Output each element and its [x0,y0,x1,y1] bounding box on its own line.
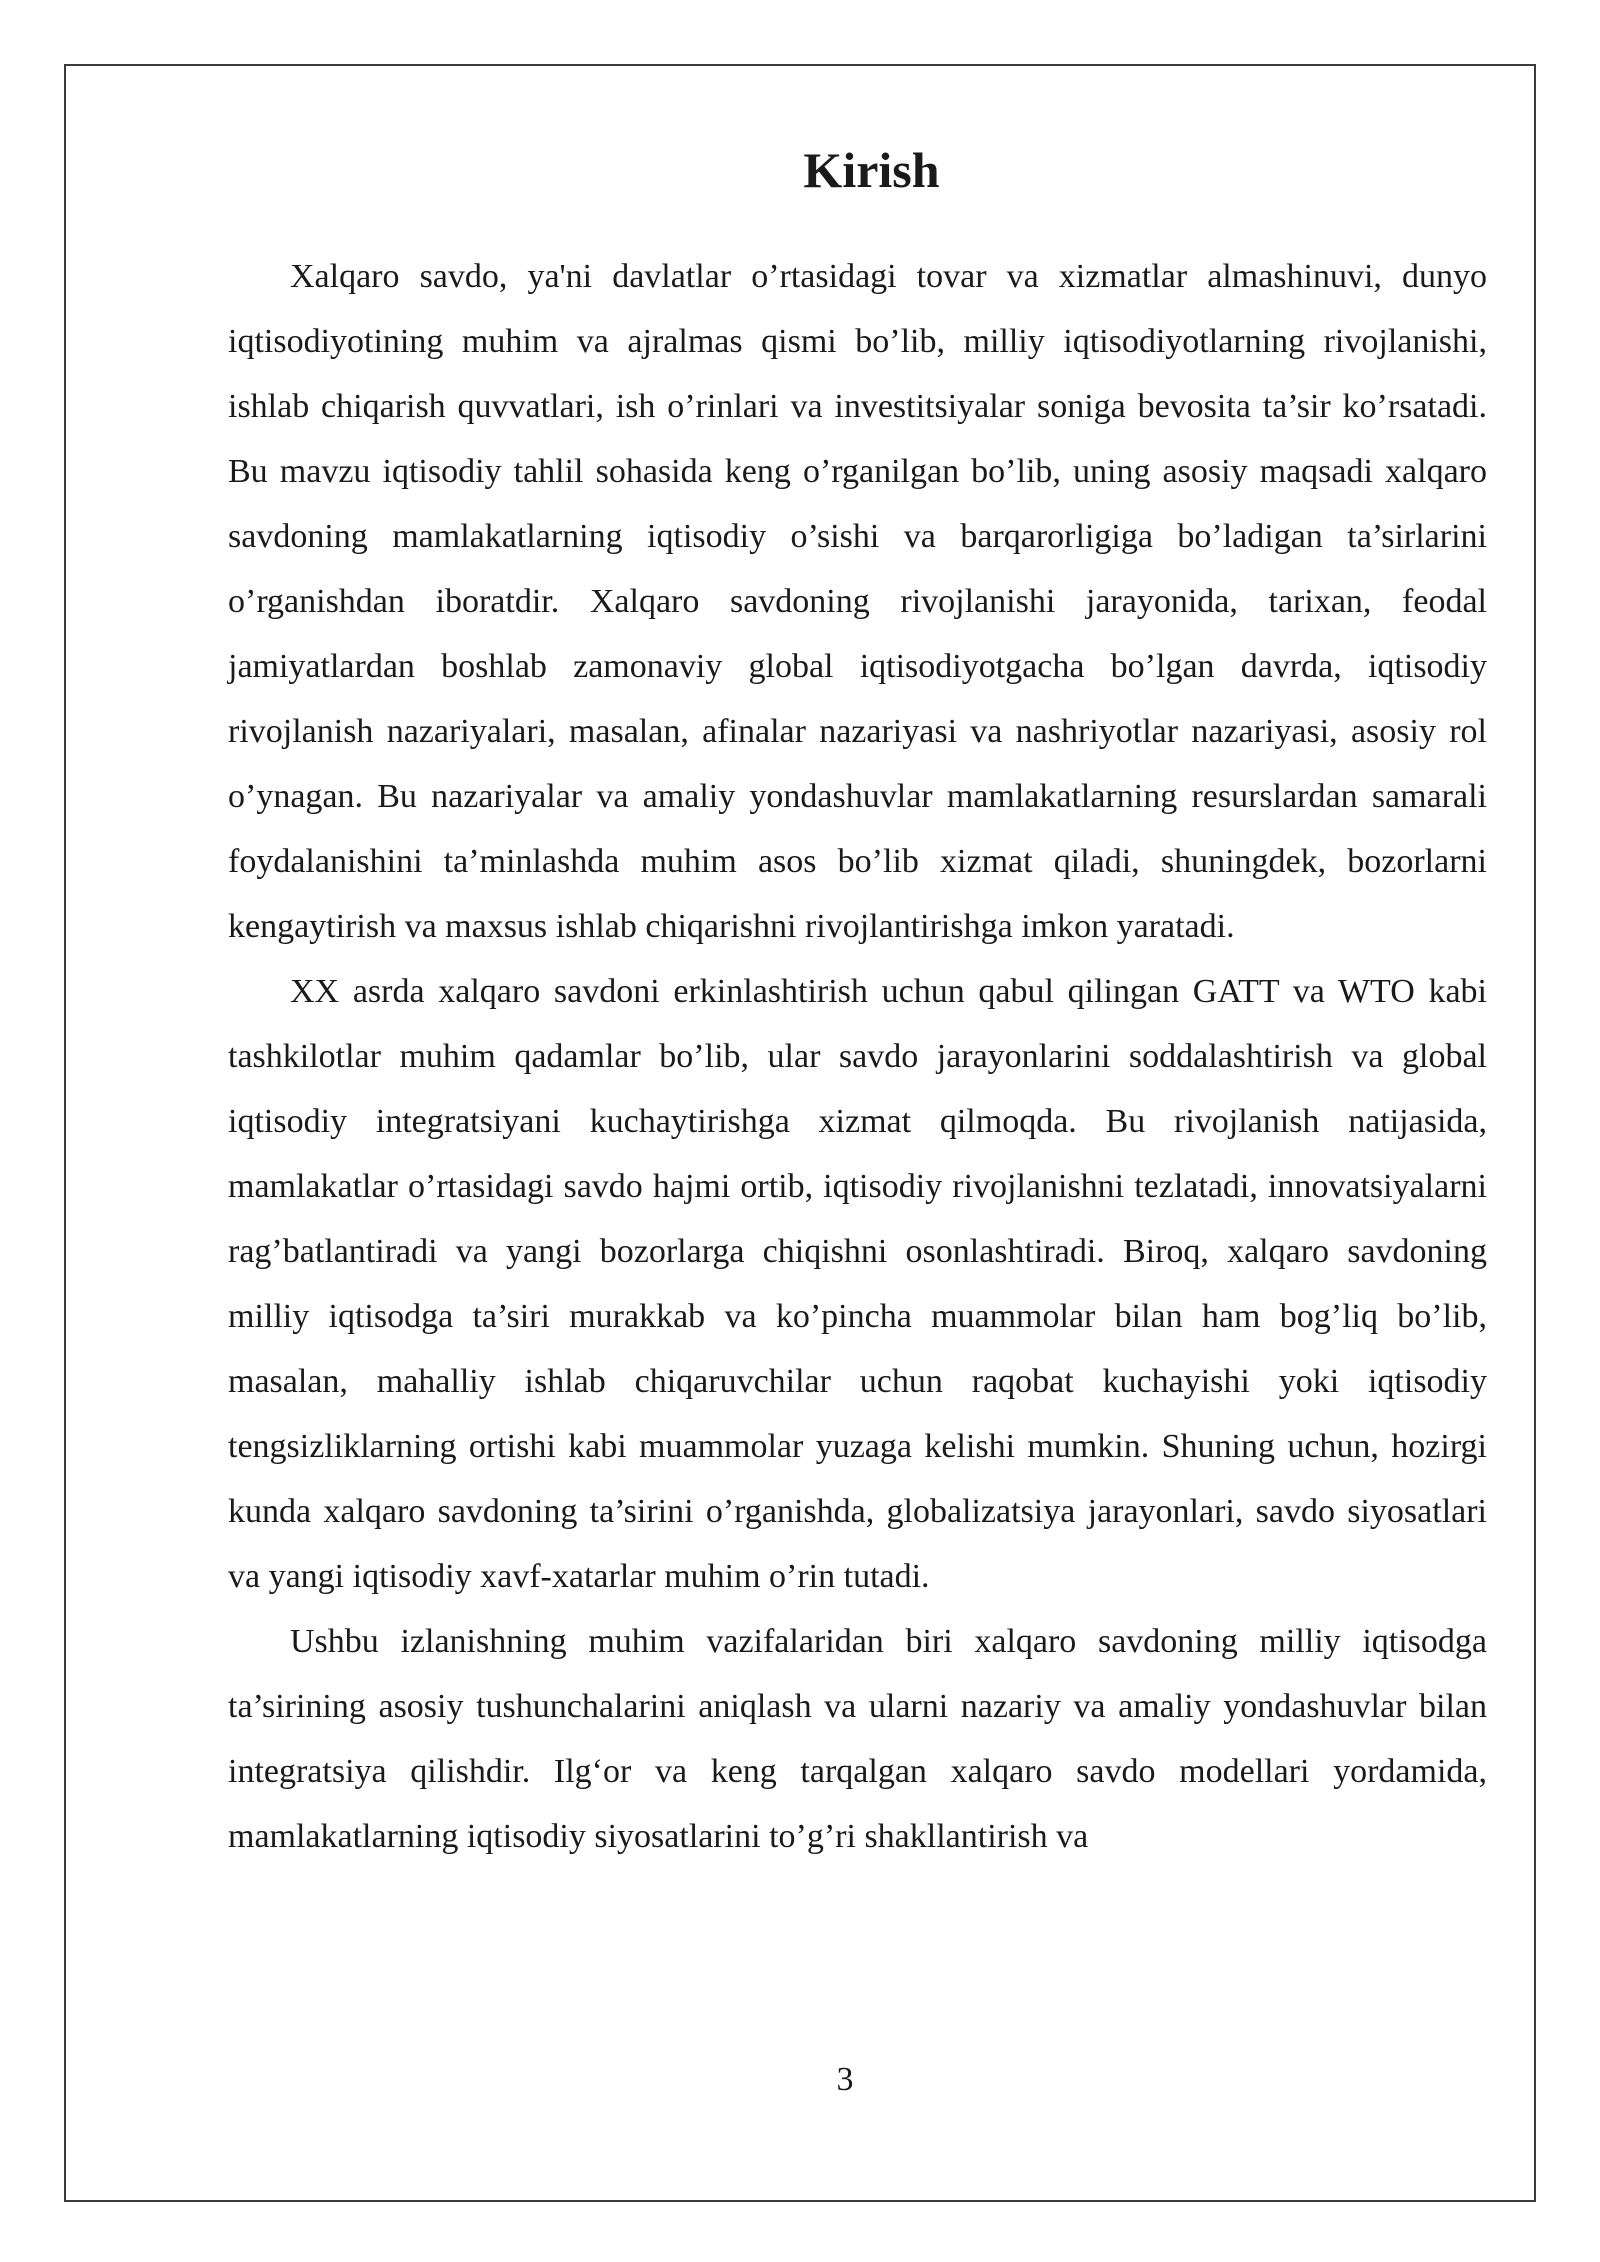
page-title: Kirish [803,142,940,198]
paragraph-1: Xalqaro savdo, ya'ni davlatlar o’rtasidagi tovar va xizmatlar almashinuvi, dunyo iqtisodiyotining muhim va ajralmas qismi bo’lib, milliy iqtisodiyotlarning rivojlanishi, ishlab chiqarish quvvatlari, ish o’rinlari va investitsiyalar soniga bevosita ta’sir ko’rsatadi. Bu mavzu iqtisodiy tahlil sohasida keng o’rganilgan bo’lib, uning asosiy maqsadi xalqaro savdoning mamlakatlarning iqtisodiy o’sishi va barqarorligiga bo’ladigan ta’sirlarini o’rganishdan iboratdir. Xalqaro savdoning rivojlanishi jarayonida, tarixan, feodal jamiyatlardan boshlab zamonaviy global iqtisodiyotgacha bo’lgan davrda, iqtisodiy rivojlanish nazariyalari, masalan, afinalar nazariyasi va nashriyotlar nazariyasi, asosiy rol o’ynagan. Bu nazariyalar va amaliy yondashuvlar mamlakatlarning resurslardan samarali foydalanishini ta’minlashda muhim asos bo’lib xizmat qiladi, shuningdek, bozorlarni kengaytirish va maxsus ishlab chiqarishni rivojlantirishga imkon yaratadi. [228,258,1487,945]
paragraph-2: XX asrda xalqaro savdoni erkinlashtirish uchun qabul qilingan GATT va WTO kabi tashkilotlar muhim qadamlar bo’lib, ular savdo jarayonlarini soddalashtirish va global iqtisodiy integratsiyani kuchaytirishga xizmat qilmoqda. Bu rivojlanish natijasida, mamlakatlar o’rtasidagi savdo hajmi ortib, iqtisodiy rivojlanishni tezlatadi, innovatsiyalarni rag’batlantiradi va yangi bozorlarga chiqishni osonlashtiradi. Biroq, xalqaro savdoning milliy iqtisodga ta’siri murakkab va ko’pincha muammolar bilan ham bog’liq bo’lib, masalan, mahalliy ishlab chiqaruvchilar uchun raqobat kuchayishi yoki iqtisodiy tengsizliklarning ortishi kabi muammolar yuzaga kelishi mumkin. Shuning uchun, hozirgi kunda xalqaro savdoning ta’sirini o’rganishda, globalizatsiya jarayonlari, savdo siyosatlari va yangi iqtisodiy xavf-xatarlar muhim o’rin tutadi. [228,973,1487,1595]
page-number: 3 [836,2061,854,2098]
document-body [228,140,1487,1869]
paragraph-3: Ushbu izlanishning muhim vazifalaridan biri xalqaro savdoning milliy iqtisodga ta’sirining asosiy tushunchalarini aniqlash va ularni nazariy va amaliy yondashuvlar bilan integratsiya qilishdir. Ilg‘or va keng tarqalgan xalqaro savdo modellari yordamida, mamlakatlarning iqtisodiy siyosatlarini to’g’ri shakllantirish va [228,1623,1487,1855]
